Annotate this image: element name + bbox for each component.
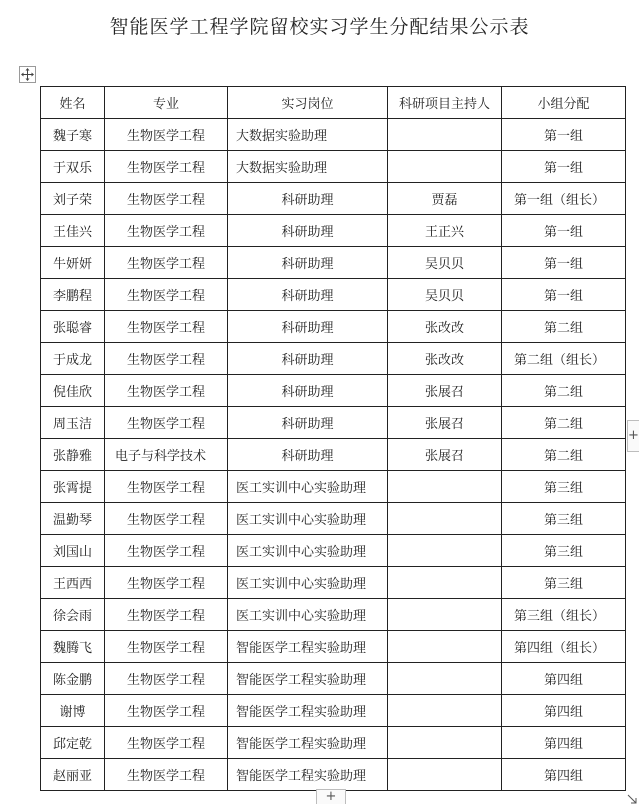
cell-name: 刘子荣 — [41, 183, 105, 215]
cell-name: 赵丽亚 — [41, 759, 105, 791]
table-row — [41, 311, 626, 343]
cell-name: 于成龙 — [41, 343, 105, 375]
cell-group: 第三组 — [502, 503, 626, 535]
cell-major: 生物医学工程 — [105, 631, 228, 663]
cell-name: 张聪睿 — [41, 311, 105, 343]
cell-post: 科研助理 — [228, 215, 388, 247]
cell-major: 生物医学工程 — [105, 503, 228, 535]
cell-major: 生物医学工程 — [105, 599, 228, 631]
cell-group: 第四组 — [502, 759, 626, 791]
table-row — [41, 695, 626, 727]
cell-name: 魏腾飞 — [41, 631, 105, 663]
cell-post: 智能医学工程实验助理 — [228, 631, 388, 663]
cell-group: 第四组 — [502, 663, 626, 695]
cell-host: 王正兴 — [388, 215, 502, 247]
cell-major: 生物医学工程 — [105, 471, 228, 503]
cell-host: 吴贝贝 — [388, 279, 502, 311]
cell-major: 生物医学工程 — [105, 279, 228, 311]
allocation-table — [40, 86, 626, 791]
cell-post: 医工实训中心实验助理 — [228, 503, 388, 535]
cell-major: 生物医学工程 — [105, 663, 228, 695]
table-row — [41, 535, 626, 567]
cell-host — [388, 599, 502, 631]
cell-post: 科研助理 — [228, 279, 388, 311]
cell-group: 第一组 — [502, 119, 626, 151]
add-row-button[interactable]: + — [316, 789, 346, 804]
table-row — [41, 503, 626, 535]
cell-post: 医工实训中心实验助理 — [228, 567, 388, 599]
table-row — [41, 375, 626, 407]
cell-post: 科研助理 — [228, 343, 388, 375]
add-column-button[interactable]: + — [627, 420, 639, 452]
table-row — [41, 567, 626, 599]
cell-post: 智能医学工程实验助理 — [228, 663, 388, 695]
cell-group: 第二组 — [502, 407, 626, 439]
cell-host: 张展召 — [388, 407, 502, 439]
cell-post: 智能医学工程实验助理 — [228, 759, 388, 791]
move-arrows-icon — [20, 67, 35, 82]
cell-host — [388, 567, 502, 599]
cell-host — [388, 759, 502, 791]
cell-name: 张霄提 — [41, 471, 105, 503]
cell-host: 张展召 — [388, 439, 502, 471]
table-row — [41, 119, 626, 151]
table-row — [41, 439, 626, 471]
cell-post: 大数据实验助理 — [228, 151, 388, 183]
table-row — [41, 471, 626, 503]
cell-major: 电子与科学技术 — [105, 439, 228, 471]
cell-major: 生物医学工程 — [105, 247, 228, 279]
cell-host — [388, 471, 502, 503]
cell-name: 刘国山 — [41, 535, 105, 567]
table-row — [41, 183, 626, 215]
cell-host — [388, 727, 502, 759]
cell-major: 生物医学工程 — [105, 119, 228, 151]
cell-group: 第一组 — [502, 279, 626, 311]
cell-major: 生物医学工程 — [105, 567, 228, 599]
cell-host — [388, 631, 502, 663]
cell-name: 牛妍妍 — [41, 247, 105, 279]
cell-group: 第一组 — [502, 215, 626, 247]
cell-name: 魏子寒 — [41, 119, 105, 151]
cell-name: 李鹏程 — [41, 279, 105, 311]
cell-post: 科研助理 — [228, 439, 388, 471]
cell-major: 生物医学工程 — [105, 343, 228, 375]
cell-host: 吴贝贝 — [388, 247, 502, 279]
cell-major: 生物医学工程 — [105, 695, 228, 727]
cell-group: 第二组 — [502, 311, 626, 343]
table-row — [41, 759, 626, 791]
cell-name: 温勤琴 — [41, 503, 105, 535]
cell-major: 生物医学工程 — [105, 151, 228, 183]
cell-group: 第四组（组长） — [502, 631, 626, 663]
cell-host — [388, 695, 502, 727]
table-row — [41, 727, 626, 759]
cell-group: 第二组 — [502, 439, 626, 471]
cell-post: 智能医学工程实验助理 — [228, 727, 388, 759]
cell-post: 科研助理 — [228, 407, 388, 439]
cell-post: 科研助理 — [228, 247, 388, 279]
header-name: 姓名 — [41, 87, 105, 119]
table-row — [41, 247, 626, 279]
cell-name: 张静雅 — [41, 439, 105, 471]
cell-post: 科研助理 — [228, 183, 388, 215]
cell-host: 张展召 — [388, 375, 502, 407]
table-row — [41, 599, 626, 631]
table-row — [41, 663, 626, 695]
cell-major: 生物医学工程 — [105, 215, 228, 247]
header-major: 专业 — [105, 87, 228, 119]
cell-post: 大数据实验助理 — [228, 119, 388, 151]
cell-name: 邱定乾 — [41, 727, 105, 759]
cell-post: 智能医学工程实验助理 — [228, 695, 388, 727]
header-group: 小组分配 — [502, 87, 626, 119]
cell-major: 生物医学工程 — [105, 375, 228, 407]
cell-name: 王西西 — [41, 567, 105, 599]
cell-major: 生物医学工程 — [105, 727, 228, 759]
cell-major: 生物医学工程 — [105, 759, 228, 791]
cell-host: 张改改 — [388, 311, 502, 343]
cell-group: 第三组 — [502, 471, 626, 503]
cell-group: 第二组 — [502, 375, 626, 407]
table-row — [41, 343, 626, 375]
cell-group: 第四组 — [502, 695, 626, 727]
cell-name: 倪佳欣 — [41, 375, 105, 407]
cell-host — [388, 663, 502, 695]
cell-post: 科研助理 — [228, 311, 388, 343]
cell-host — [388, 503, 502, 535]
cell-name: 于双乐 — [41, 151, 105, 183]
cell-name: 周玉洁 — [41, 407, 105, 439]
cell-major: 生物医学工程 — [105, 311, 228, 343]
table-row — [41, 215, 626, 247]
table-row — [41, 407, 626, 439]
resize-corner-icon[interactable] — [626, 790, 638, 802]
cell-host — [388, 119, 502, 151]
cell-group: 第一组 — [502, 151, 626, 183]
cell-group: 第二组（组长） — [502, 343, 626, 375]
cell-group: 第三组（组长） — [502, 599, 626, 631]
cell-group: 第三组 — [502, 567, 626, 599]
cell-host: 贾磊 — [388, 183, 502, 215]
cell-post: 科研助理 — [228, 375, 388, 407]
page-title: 智能医学工程学院留校实习学生分配结果公示表 — [109, 16, 530, 38]
cell-major: 生物医学工程 — [105, 535, 228, 567]
cell-name: 徐会雨 — [41, 599, 105, 631]
header-post: 实习岗位 — [228, 87, 388, 119]
cell-post: 医工实训中心实验助理 — [228, 471, 388, 503]
table-row — [41, 279, 626, 311]
cell-major: 生物医学工程 — [105, 183, 228, 215]
cell-group: 第一组 — [502, 247, 626, 279]
cell-host: 张改改 — [388, 343, 502, 375]
cell-post: 医工实训中心实验助理 — [228, 535, 388, 567]
cell-name: 王佳兴 — [41, 215, 105, 247]
cell-name: 谢博 — [41, 695, 105, 727]
cell-host — [388, 535, 502, 567]
table-header-row — [41, 87, 626, 119]
table-row — [41, 631, 626, 663]
cell-group: 第四组 — [502, 727, 626, 759]
cell-post: 医工实训中心实验助理 — [228, 599, 388, 631]
cell-name: 陈金鹏 — [41, 663, 105, 695]
cell-group: 第三组 — [502, 535, 626, 567]
table-row — [41, 151, 626, 183]
table-move-handle[interactable] — [19, 66, 36, 83]
cell-group: 第一组（组长） — [502, 183, 626, 215]
header-host: 科研项目主持人 — [388, 87, 502, 119]
cell-host — [388, 151, 502, 183]
cell-major: 生物医学工程 — [105, 407, 228, 439]
